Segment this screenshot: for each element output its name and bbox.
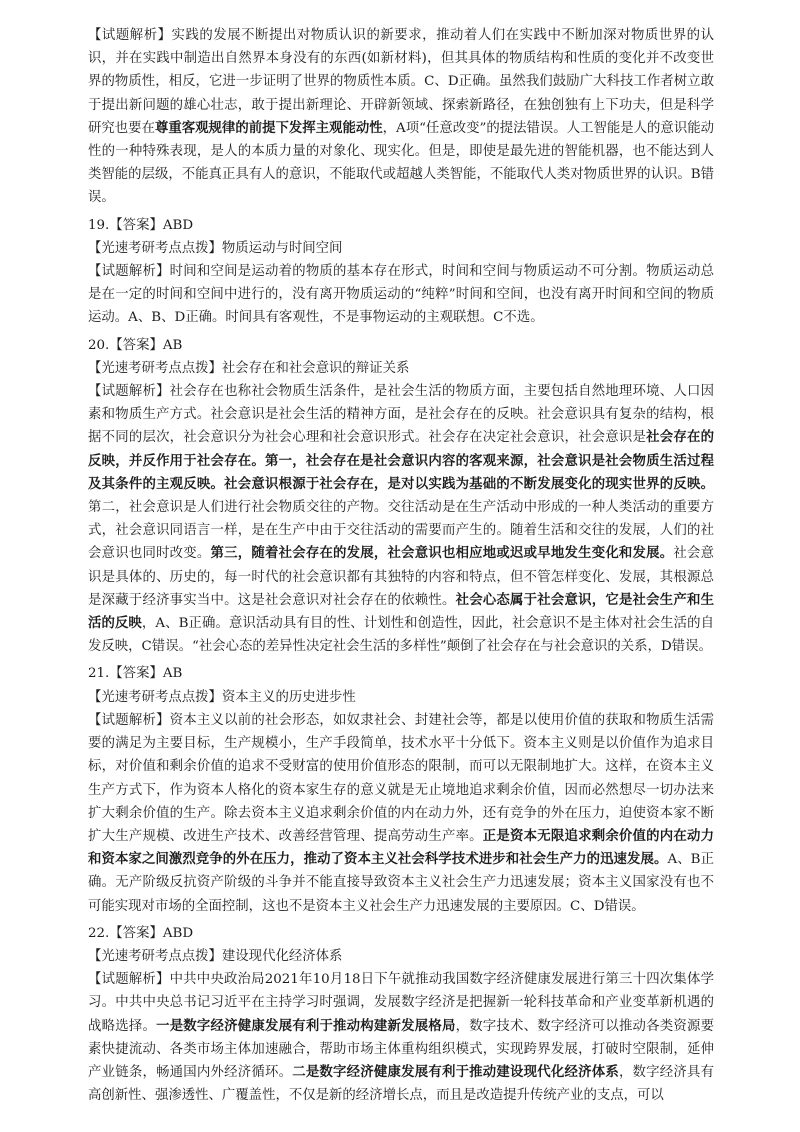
question-19	[88, 214, 714, 330]
text-run: ，数字经济具有高创新性、强渗透性、广覆盖性，不仅是新的经济增长点，而且是改造提升传统产业的支点，可以	[88, 1064, 715, 1104]
key-point-line: 【光速考研考点点拨】资本主义的历史进步性	[88, 689, 356, 705]
bold-text-run: 社会心态属于社会意识，它是社会生产和生活的反映	[88, 591, 715, 632]
key-point-line: 【光速考研考点点拨】社会存在和社会意识的辩证关系	[88, 360, 410, 376]
answer-line: 22.【答案】ABD	[88, 925, 194, 941]
intro-paragraph	[88, 24, 714, 210]
key-point-line: 【光速考研考点点拨】建设现代化经济体系	[88, 948, 343, 964]
text-run: 【试题解析】中共中央政治局2021年10月18日下午就推动我国数字经济健康发展进行第三十四次集体学习。中共中央总书记习近平在主持学习时强调，发展数字经济是把握新一轮科技革命和产业变革新机遇的战略选择。	[88, 972, 714, 1034]
bold-text-run: 社会存在的反映，并反作用于社会存在。第一，社会存在是社会意识内容的客观来源，社会意识是社会物质生活过程及其条件的主观反映。社会意识根源于社会存在，是对以实践为基础的不断发展变化的现实世界的反映。	[88, 429, 715, 492]
bold-text-run: 尊重客观规律的前提下发挥主观能动性	[154, 119, 383, 136]
text-run: ，A、B正确。意识活动具有目的性、计划性和创造性，因此，社会意识不是主体对社会生活的自发反映，C错误。“社会心态的差异性决定社会生活的多样性”颠倒了社会存在与社会意识的关系，D错误。	[88, 616, 714, 655]
bold-text-run: 二是数字经济健康发展有利于推动建设现代化经济体系	[292, 1063, 619, 1080]
text-run: ，数字技术、数字经济可以推动各类资源要素快捷流动、各类市场主体加速融合，帮助市场主体重构组织模式，实现跨界发展，打破时空限制，延伸产业链条，畅通国内外经济循环。	[88, 1018, 715, 1080]
answer-line: 19.【答案】ABD	[88, 217, 194, 233]
text-run: 社会意识是具体的、历史的，每一时代的社会意识都有其独特的内容和特点，但不管怎样变化、发展，其根源总是深藏于经济事实当中。这是社会意识对社会存在的依赖性。	[88, 546, 715, 608]
analysis-paragraph	[88, 709, 714, 918]
analysis-paragraph	[88, 380, 714, 658]
text-run: ，A项“任意改变”的提法错误。人工智能是人的意识能动性的一种特殊表现，是人的本质力量的对象化、现实化。但是，即使是最先进的智能机器，也不能达到人类智能的层级，不能真正具有人的意识，不能取代或超越人类智能，不能取代人类对物质世界的认识。B错误。	[88, 120, 714, 206]
bold-text-run: 一是数字经济健康发展有利于推动构建新发展格局	[156, 1017, 456, 1034]
question-20	[88, 334, 714, 659]
bold-text-run: 正是资本无限追求剩余价值的内在动力和资本家之间激烈竞争的外在压力，推动了资本主义社会科学技术进步和社会生产力的迅速发展。	[88, 827, 715, 868]
text-run: 第二，社会意识是人们进行社会物质交往的产物。交往活动是在生产活动中形成的一种人类活动的重要方式，社会意识同语言一样，是在生产中由于交往活动的需要而产生的。随着生活和交往的发展，人们的社会意识也同时改变。	[88, 500, 714, 562]
text-run: 【试题解析】实践的发展不断提出对物质认识的新要求，推动着人们在实践中不断加深对物质世界的认识，并在实践中制造出自然界本身没有的东西(如新材料)，但其具体的物质结构和性质的变化并不改变世界的物质性，相反，它进一步证明了世界的物质性本质。C、D正确。虽然我们鼓励广大科技工作者树立敢于提出新问题的雄心壮志，敢于提出新理论、开辟新领域、探索新路径，在独创独有上下功夫，但是科学研究也要在	[88, 28, 714, 136]
question-21	[88, 662, 714, 917]
text-run: 【试题解析】时间和空间是运动着的物质的基本存在形式，时间和空间与物质运动不可分割。物质运动总是在一定的时间和空间中进行的，没有离开物质运动的“纯粹”时间和空间，也没有离开时间和空间的物质运动。A、B、D正确。时间具有客观性，不是事物运动的主观联想。C不选。	[88, 264, 714, 326]
answer-line: 20.【答案】AB	[88, 337, 183, 353]
bold-text-run: 第三，随着社会存在的发展，社会意识也相应地或迟或早地发生变化和发展。	[210, 545, 674, 562]
intro-analysis	[88, 24, 714, 210]
text-run: 【试题解析】社会存在也称社会物质生活条件，是社会生活的物质方面，主要包括自然地理环境、人口因素和物质生产方式。社会意识是社会生活的精神方面，是社会存在的反映。社会意识具有复杂的结构，根据不同的层次，社会意识分为社会心理和社会意识形式。社会存在决定社会意识，社会意识是	[88, 384, 714, 446]
question-22	[88, 922, 714, 1108]
analysis-paragraph	[88, 968, 714, 1107]
text-run: 【试题解析】资本主义以前的社会形态，如奴隶社会、封建社会等，都是以使用价值的获取和物质生活需要的满足为主要目标，生产规模小，生产手段简单，技术水平十分低下。资本主义则是以价值作为追求目标，对价值和剩余价值的追求不受财富的使用价值形态的限制，而可以无限制地扩大。这样，在资本主义生产方式下，作为资本人格化的资本家生存的意义就是无止境地追求剩余价值，因而必然想尽一切办法来扩大剩余价值的生产。除去资本主义追求剩余价值的内在动力外，还有竞争的外在压力，迫使资本家不断扩大生产规模、改进生产技术、改善经营管理、提高劳动生产率。	[88, 712, 714, 844]
text-run: A、B正确。无产阶级反抗资产阶级的斗争并不能直接导致资本主义社会生产力迅速发展；资本主义国家没有也不可能实现对市场的全面控制，这也不是资本主义社会生产力迅速发展的主要原因。C、D错误。	[88, 852, 714, 914]
answer-line: 21.【答案】AB	[88, 666, 183, 682]
key-point-line: 【光速考研考点点拨】物质运动与时间空间	[88, 240, 343, 256]
analysis-paragraph	[88, 260, 714, 330]
